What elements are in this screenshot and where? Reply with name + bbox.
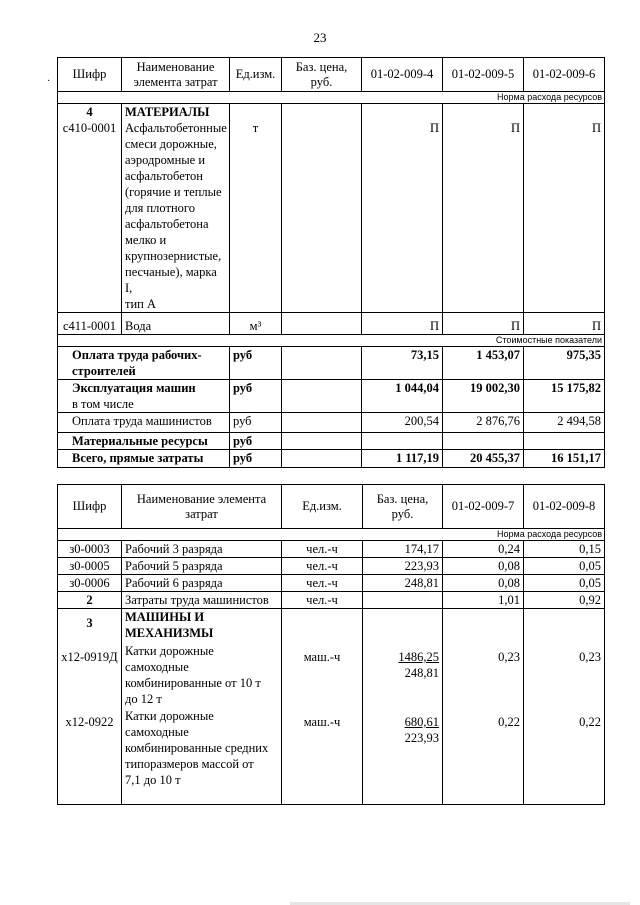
cost-value: 15 175,82	[524, 380, 605, 413]
norm-value: П	[362, 313, 443, 335]
resource-name: Катки дорожные самоходные комбинированные средних типоразмеров массой от 7,1 до 10 т	[125, 709, 269, 787]
cost-unit: руб	[230, 433, 282, 450]
section-title: МАШИНЫ И МЕХАНИЗМЫ	[125, 610, 214, 640]
machinist-price: 223,93	[404, 731, 439, 745]
norm-value: 0,15	[524, 541, 605, 558]
col-header-code: Шифр	[58, 58, 122, 92]
resource-code: 2	[58, 592, 122, 609]
unit: м³	[230, 313, 282, 335]
norm-band: Норма расхода ресурсов	[58, 529, 605, 541]
unit: чел.-ч	[282, 575, 363, 592]
cost-name: Эксплуатация машин в том числе	[58, 380, 230, 413]
cost-row	[58, 433, 605, 450]
col-header-price: Баз. цена, руб.	[282, 58, 362, 92]
base-price	[363, 592, 443, 609]
table1-header-row	[58, 58, 605, 92]
resource-table-1	[57, 57, 605, 468]
resource-name: Рабочий 3 разряда	[122, 541, 282, 558]
resource-name: Катки дорожные самоходные комбинированные от 10 т до 12 т	[125, 644, 261, 706]
resource-name: Рабочий 5 разряда	[122, 558, 282, 575]
norm-value: 0,92	[524, 592, 605, 609]
resource-code: з0-0005	[58, 558, 122, 575]
resource-code: з0-0003	[58, 541, 122, 558]
norm-value: 0,08	[443, 558, 524, 575]
col-header-unit: Ед.изм.	[230, 58, 282, 92]
norm-value: 0,05	[524, 575, 605, 592]
section-title: МАТЕРИАЛЫ	[125, 105, 210, 119]
cost-row	[58, 413, 605, 433]
unit: маш.-ч	[303, 650, 341, 664]
page-number: 23	[313, 30, 327, 45]
norm-value: 1,01	[443, 592, 524, 609]
col-header-price: Баз. цена, руб.	[363, 485, 443, 529]
norm-value: П	[591, 121, 601, 135]
base-price: 248,81	[363, 575, 443, 592]
cost-value: 1 453,07	[443, 347, 524, 380]
table-row	[58, 575, 605, 592]
unit: маш.-ч	[303, 715, 341, 729]
col-header-norm-2: 01-02-009-8	[524, 485, 605, 529]
resource-code: х12-0922	[65, 715, 114, 729]
resource-code: с411-0001	[58, 313, 122, 335]
norm-value: 0,24	[443, 541, 524, 558]
resource-name: Рабочий 6 разряда	[122, 575, 282, 592]
table-row	[58, 609, 605, 805]
cost-value	[362, 433, 443, 450]
unit: чел.-ч	[282, 592, 363, 609]
col-header-norm-1: 01-02-009-4	[362, 58, 443, 92]
table-row	[58, 313, 605, 335]
cost-value	[524, 433, 605, 450]
table-row	[58, 592, 605, 609]
machinist-price: 248,81	[404, 666, 439, 680]
norm-value: П	[429, 121, 439, 135]
cost-value: 19 002,30	[443, 380, 524, 413]
col-header-code: Шифр	[58, 485, 122, 529]
norm-value: 0,08	[443, 575, 524, 592]
cost-row	[58, 450, 605, 468]
col-header-norm-2: 01-02-009-5	[443, 58, 524, 92]
table-row	[58, 104, 605, 313]
cost-value: 2 494,58	[524, 413, 605, 433]
norm-value: П	[510, 121, 520, 135]
table2-header-row	[58, 485, 605, 529]
resource-code: з0-0006	[58, 575, 122, 592]
norm-value: 0,23	[498, 650, 520, 664]
cost-name: Материальные ресурсы	[58, 433, 230, 450]
resource-code: х12-0919Д	[61, 650, 118, 664]
margin-mark: ·	[47, 76, 51, 87]
cost-value: 2 876,76	[443, 413, 524, 433]
norm-value: П	[443, 313, 524, 335]
resource-table-2	[57, 484, 605, 805]
cost-unit: руб	[230, 413, 282, 433]
cost-value: 975,35	[524, 347, 605, 380]
resource-name: Затраты труда машинистов	[122, 592, 282, 609]
resource-name: Вода	[122, 313, 230, 335]
col-header-unit: Ед.изм.	[282, 485, 363, 529]
cost-value	[443, 433, 524, 450]
cost-unit: руб	[230, 380, 282, 413]
cost-value: 73,15	[362, 347, 443, 380]
unit: чел.-ч	[282, 541, 363, 558]
base-price: 174,17	[363, 541, 443, 558]
norm-value: П	[524, 313, 605, 335]
norm-value: 0,23	[579, 650, 601, 664]
cost-band: Стоимостные показатели	[58, 335, 605, 347]
cost-value: 200,54	[362, 413, 443, 433]
cost-unit: руб	[230, 347, 282, 380]
cost-row	[58, 347, 605, 380]
cost-value: 1 117,19	[362, 450, 443, 468]
norm-value: 0,05	[524, 558, 605, 575]
cost-value: 20 455,37	[443, 450, 524, 468]
section-number: 4	[86, 105, 93, 119]
resource-code: с410-0001	[62, 121, 117, 135]
base-price: 680,61	[404, 715, 439, 729]
resource-name: Асфальтобетонные смеси дорожные, аэродромные и асфальтобетон (горячие и теплые для плотного асфальтобетона мелко и крупнозернистые, песчаные), марка I, тип А	[125, 121, 227, 311]
base-price: 1486,25	[398, 650, 439, 664]
cost-row	[58, 380, 605, 413]
table-row	[58, 558, 605, 575]
norm-value: 0,22	[498, 715, 520, 729]
col-header-norm-1: 01-02-009-7	[443, 485, 524, 529]
cost-unit: руб	[230, 450, 282, 468]
cost-name: Оплата труда рабочих- строителей	[58, 347, 230, 380]
col-header-name: Наименование элемента затрат	[122, 58, 230, 92]
cost-name: Всего, прямые затраты	[58, 450, 230, 468]
section-number: 3	[86, 616, 93, 630]
norm-value: 0,22	[579, 715, 601, 729]
cost-value: 16 151,17	[524, 450, 605, 468]
col-header-norm-3: 01-02-009-6	[524, 58, 605, 92]
base-price: 223,93	[363, 558, 443, 575]
col-header-name: Наименование элемента затрат	[122, 485, 282, 529]
unit: т	[252, 121, 259, 135]
norm-band: Норма расхода ресурсов	[58, 92, 605, 104]
cost-value: 1 044,04	[362, 380, 443, 413]
unit: чел.-ч	[282, 558, 363, 575]
cost-name: Оплата труда машинистов	[58, 413, 230, 433]
table-row	[58, 541, 605, 558]
